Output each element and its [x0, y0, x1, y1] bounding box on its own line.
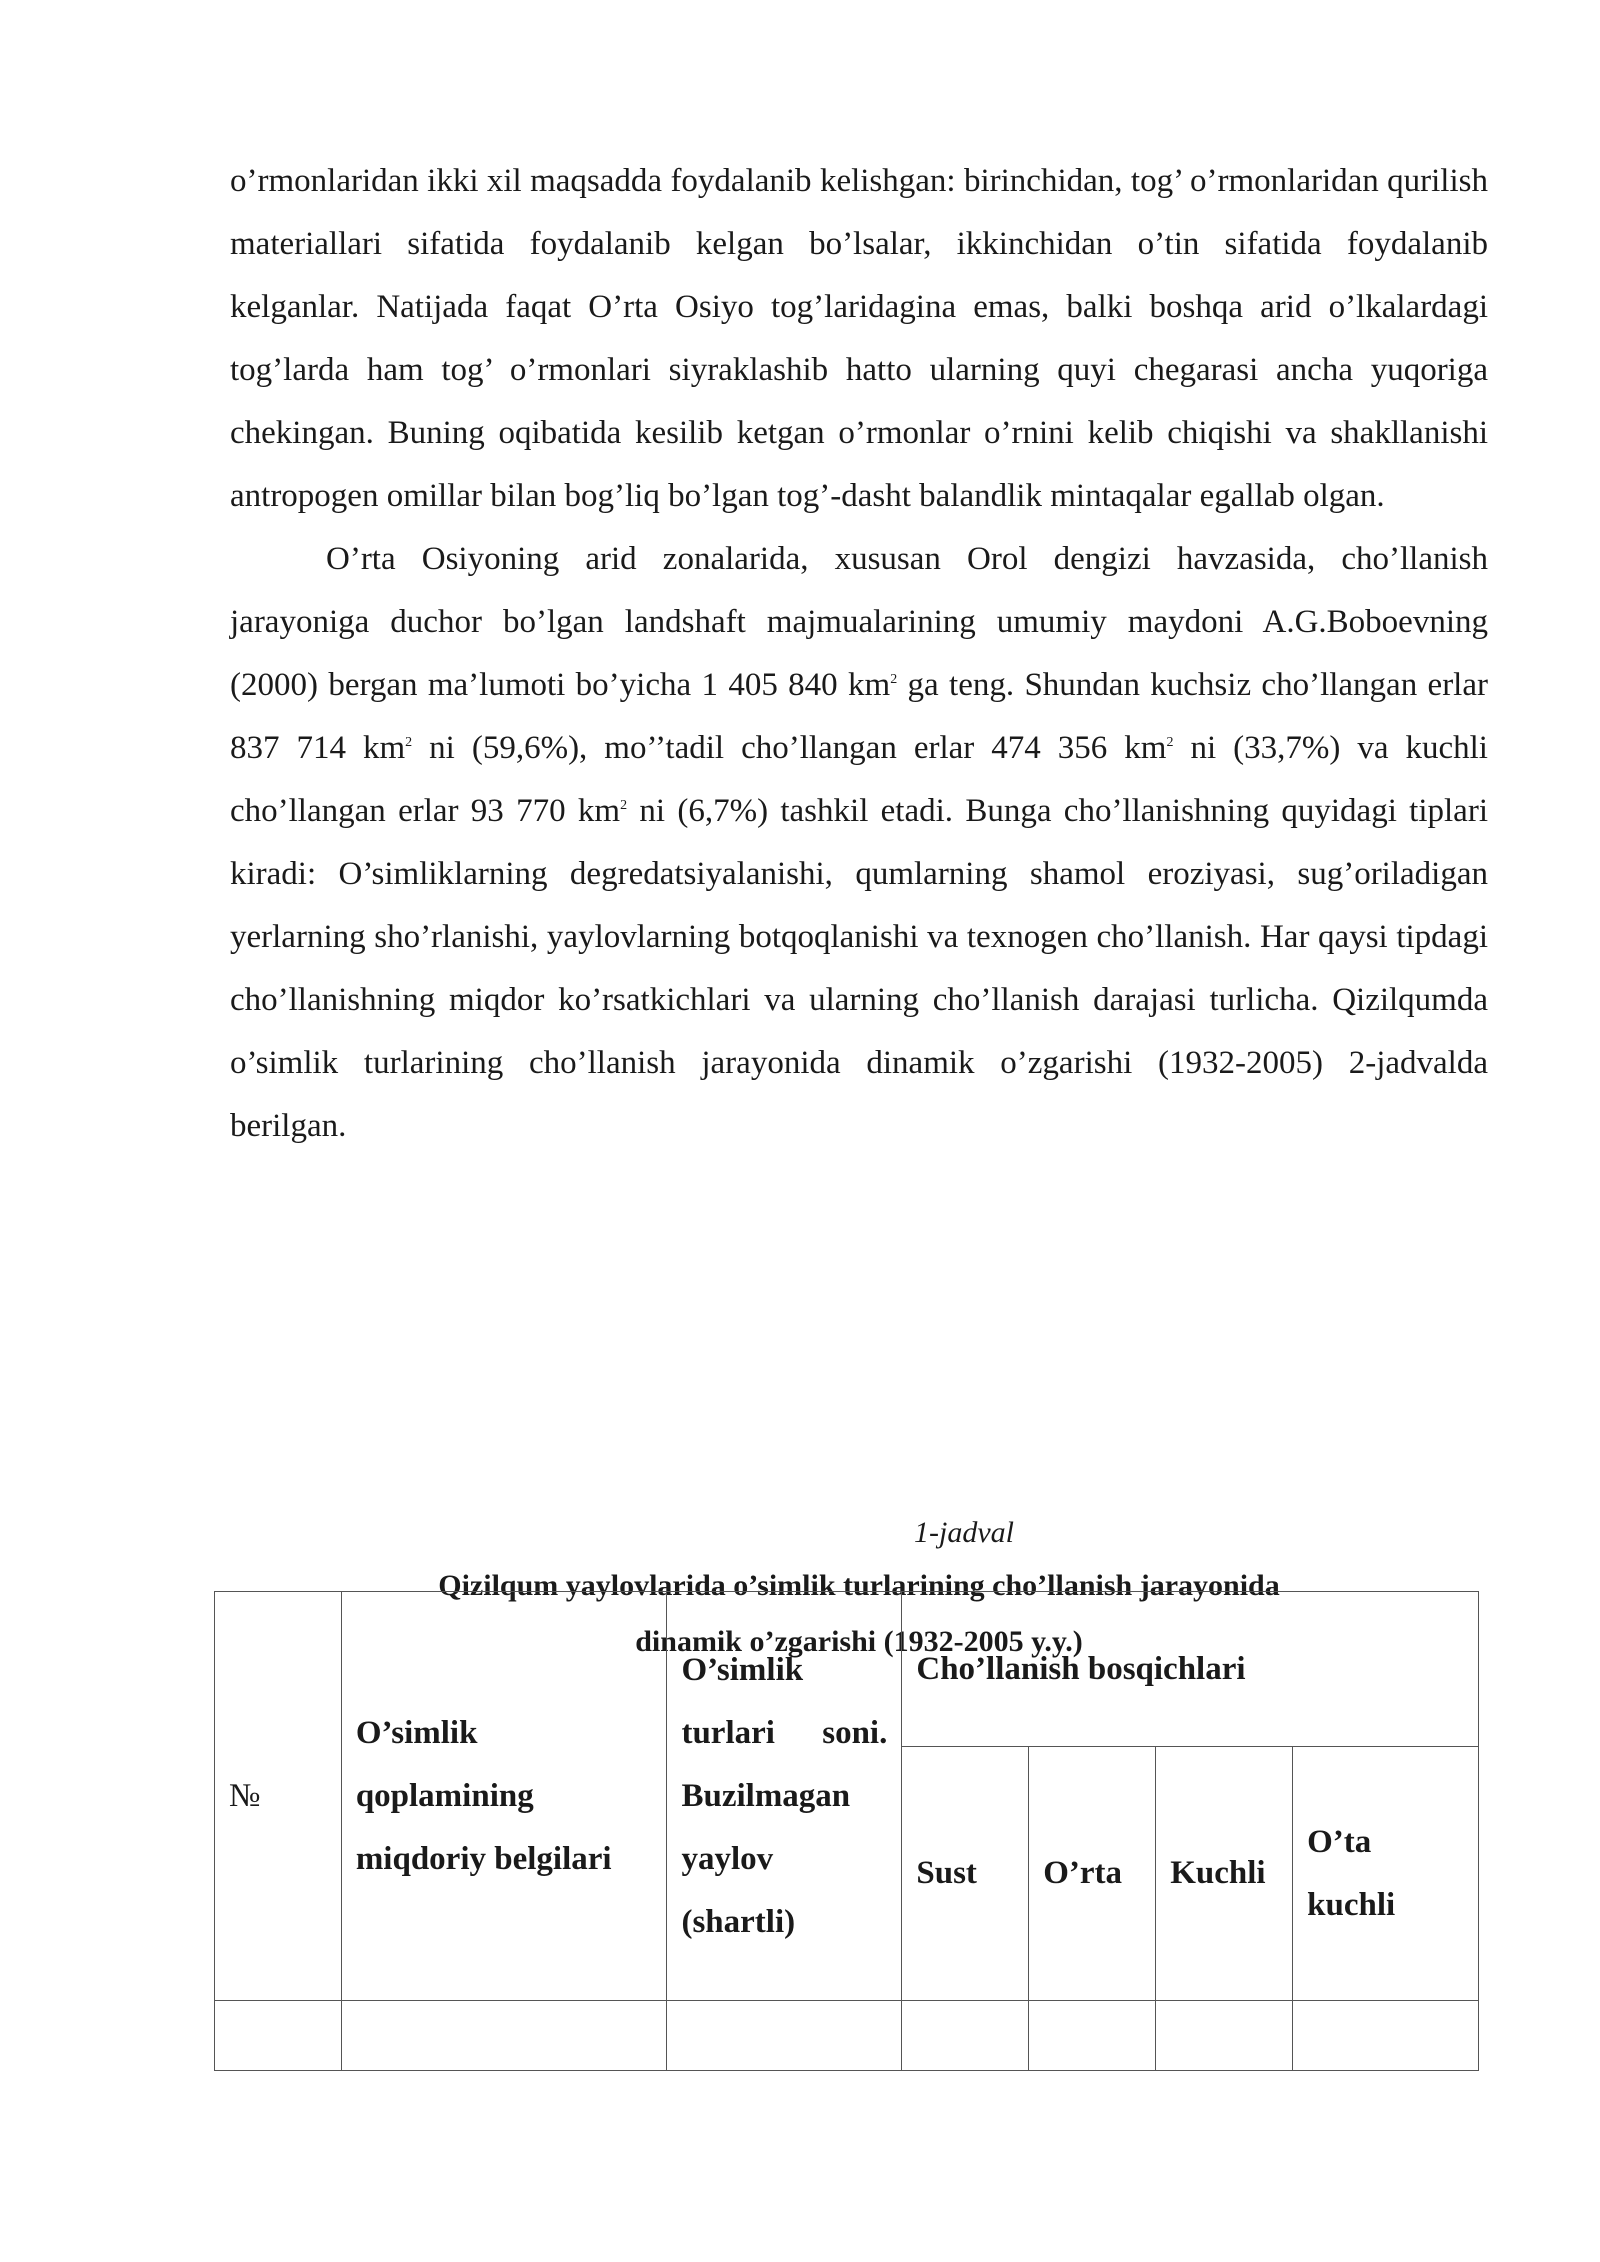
table-cell: [667, 2001, 902, 2071]
table-number: 1-jadval: [914, 1516, 1014, 1549]
header-indicators: O’simlik qoplamining miqdoriy belgilari: [341, 1592, 667, 2001]
header-desertification-stages: Cho’llanish bosqichlari: [902, 1592, 1479, 1747]
paragraph-2-text-a: O’rta Osiyoning arid zonalarida, xususan Orol dengizi havzasida, cho’llanish jarayoniga duchor bo’lgan landshaft majmualarining umumiy maydoni A.G.Boboevning (2000) bergan ma’lumoti bo’yicha 1 405 840 km: [230, 541, 1488, 703]
header-stage-strong: Kuchli: [1156, 1747, 1293, 2001]
table-cell: [902, 2001, 1029, 2071]
paragraph-2-text-e: ni (6,7%) tashkil etadi. Bunga cho’llanishning quyidagi tiplari kiradi: O’simliklarning degredatsiyalanishi, qumlarning shamol eroziyasi, sug’oriladigan yerlarning sho’rlanishi, yaylovlarning botqoqlanishi va texnogen cho’llanish. Har qaysi tipdagi cho’llanishning miqdor ko’rsatkichlari va ularning cho’llanish darajasi turlicha. Qizilqumda o’simlik turlarining cho’llanish jarayonida dinamik o’zgarishi (1932-2005) 2-jadvalda berilgan.: [230, 793, 1488, 1144]
data-table: [214, 1591, 1479, 2071]
document-page: [229, 150, 1488, 1940]
table-cell: [341, 2001, 667, 2071]
superscript-km2: 2: [405, 735, 413, 750]
header-number: №: [215, 1592, 342, 2001]
header-species-count: O’simlik turlari soni. Buzilmagan yaylov (shartli): [667, 1592, 902, 2001]
paragraph-1: o’rmonlaridan ikki xil maqsadda foydalanib kelishgan: birinchidan, tog’ o’rmonlaridan qurilish materiallari sifatida foydalanib kelgan bo’lsalar, ikkinchidan o’tin sifatida foydalanib kelganlar. Natijada faqat O’rta Osiyo tog’laridagina emas, balki boshqa arid o’lkalardagi tog’larda ham tog’ o’rmonlari siyraklashib hatto ularning quyi chegarasi ancha yuqoriga chekingan. Buning oqibatida kesilib ketgan o’rmonlar o’rnini kelib chiqishi va shakllanishi antropogen omillar bilan bog’liq bo’lgan tog’-dasht balandlik mintaqalar egallab olgan.: [230, 163, 1488, 514]
paragraph-2-text-b: ga teng. Shundan kuchsiz cho’llangan erlar 837 714 km: [230, 667, 1488, 766]
table-row: [215, 2001, 1479, 2071]
table-cell: [1029, 2001, 1156, 2071]
header-stage-very-strong: O’ta kuchli: [1293, 1747, 1479, 2001]
superscript-km2: 2: [1166, 735, 1174, 750]
table-title-line-1: Qizilqum yaylovlarida o’simlik turlarining cho’llanish jarayonida: [438, 1569, 1280, 1602]
superscript-km2: 2: [890, 672, 898, 687]
table-title-line-2: dinamik o’zgarishi (1932-2005 y.y.): [635, 1625, 1083, 1658]
header-stage-medium: O’rta: [1029, 1747, 1156, 2001]
table-header-row-1: [215, 1592, 1479, 1747]
header-stage-weak: Sust: [902, 1747, 1029, 2001]
table-cell: [215, 2001, 342, 2071]
paragraph-2: [230, 528, 1488, 1158]
superscript-km2: 2: [620, 798, 628, 813]
table-cell: [1156, 2001, 1293, 2071]
table-cell: [1293, 2001, 1479, 2071]
paragraph-2-text-d: ni (33,7%) va kuchli cho’llangan erlar 93 770 km: [230, 730, 1488, 829]
paragraph-2-text-c: ni (59,6%), mo’’tadil cho’llangan erlar 474 356 km: [412, 730, 1167, 766]
